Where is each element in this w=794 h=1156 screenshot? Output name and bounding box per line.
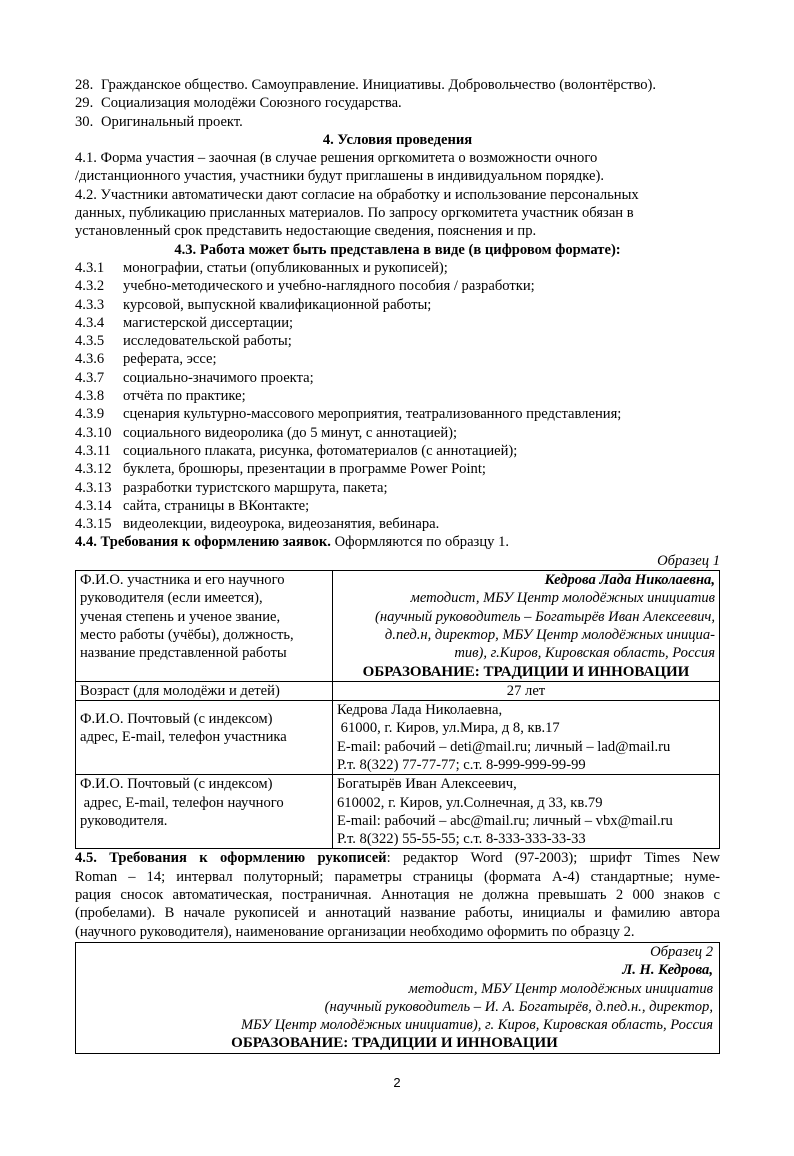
list-item: 4.3.5 исследовательской работы; [75,333,292,350]
list-item: 4.3.1 монографии, статьи (опубликованных и рукописей); [75,259,448,276]
list-item: 4.3.2 учебно-методического и учебно-наглядного пособия / разработки; [75,278,535,295]
paragraph-4-4: 4.4. Требования к оформлению заявок. Оформляются по образцу 1. [75,534,510,551]
participant-name: Кедрова Лада Николаевна, [544,572,715,589]
numbered-list [75,76,720,131]
list-item: 4.3.15 видеолекции, видеоурока, видеозанятия, вебинара. [75,516,440,533]
sample-1-label: Образец 1 [657,552,720,569]
table-cell: Возраст (для молодёжи и детей) [76,681,333,700]
section-title: 4. Условия проведения [322,131,473,148]
list-item: 4.3.11 социального плаката, рисунка, фотоматериалов (с аннотацией); [75,442,518,459]
table-cell: Ф.И.О. Почтовый (с индексом) адрес, E-mail, телефон научного руководителя. [76,775,333,849]
list-item: 4.3.13 разработки туристского маршрута, пакета; [75,479,388,496]
page-number: 2 [393,1075,401,1090]
table-cell: Кедрова Лада Николаевна, 61000, г. Киров, ул.Мира, д 8, кв.17 E-mail: рабочий – deti@mail.ru; личный – lad@mail.ru Р.т. 8(322) 77-77-77; с.т. 8-999-999-99-99 [333,701,720,775]
table-row [76,701,720,775]
document-page [75,76,720,1054]
list-item: 28. Гражданское общество. Самоуправление. Инициативы. Добровольчество (волонтёрство). [75,77,657,93]
table-row [76,775,720,849]
list-item: 4.3.3 курсовой, выпускной квалификационной работы; [75,296,432,313]
list-item: 4.3.8 отчёта по практике; [75,388,246,405]
table-cell: 27 лет [333,681,720,700]
table-row [76,571,720,682]
list-item: 4.3.14 сайта, страницы в ВКонтакте; [75,497,310,514]
list-item: 4.3.6 реферата, эссе; [75,351,217,368]
table-cell: Богатырёв Иван Алексеевич, 610002, г. Киров, ул.Солнечная, д 33, кв.79 E-mail: рабочий – abc@mail.ru; личный – vbx@mail.ru Р.т. 8(322) 55-55-55; с.т. 8-333-333-33-33 [333,775,720,849]
work-title: ОБРАЗОВАНИЕ: ТРАДИЦИИ И ИННОВАЦИИ [231,1035,558,1052]
sample-2-label: Образец 2 [650,943,713,960]
list-item: 4.3.4 магистерской диссертации; [75,314,294,331]
paragraph-4-2: 4.2. Участники автоматически дают согласие на обработку и использование персональных данных, публикацию присланных материалов. По запросу оргкомитета участник обязан в установленный срок представить недостающие сведения, пояснения и пр. [75,186,639,240]
list-item: 4.3.12 буклета, брошюры, презентации в программе Power Point; [75,461,486,478]
work-types-list [75,259,720,533]
application-form-table [75,570,720,849]
sample-2-box: Образец 2 Л. Н. Кедрова, методист, МБУ Центр молодёжных инициатив (научный руководитель – И. А. Богатырёв, д.пед.н., директор, МБУ Центр молодёжных инициатив), г. Киров, Кировская область, Россия ОБРАЗОВАНИЕ: ТРАДИЦИИ И ИННОВАЦИИ [75,942,720,1054]
list-item: 4.3.9 сценария культурно-массового мероприятия, театрализованного представления; [75,406,622,423]
list-item: 4.3.7 социально-значимого проекта; [75,369,314,386]
table-cell: Ф.И.О. Почтовый (с индексом) адрес, E-mail, телефон участника [76,701,333,775]
author-name: Л. Н. Кедрова, [622,962,713,979]
paragraph-4-1: 4.1. Форма участия – заочная (в случае решения оргкомитета о возможности очного /дистанционного участия, участники будут приглашены в индивидуальном порядке). [75,150,604,185]
table-row [76,681,720,700]
list-item: 29. Социализация молодёжи Союзного государства. [75,95,402,112]
list-item: 4.3.10 социального видеоролика (до 5 минут, с аннотацией); [75,424,458,441]
subsection-title: 4.3. Работа может быть представлена в виде (в цифровом формате): [174,241,621,258]
work-title: ОБРАЗОВАНИЕ: ТРАДИЦИИ И ИННОВАЦИИ [362,663,690,680]
list-item: 30. Оригинальный проект. [75,113,243,130]
table-cell: Кедрова Лада Николаевна, методист, МБУ Центр молодёжных инициатив (научный руководитель – Богатырёв Иван Алексеевич, д.пед.н, директор, МБУ Центр молодёжных инициа- тив), г.Киров, Кировская область, Россия ОБРАЗОВАНИЕ: ТРАДИЦИИ И ИННОВАЦИИ [333,571,720,682]
table-cell: Ф.И.О. участника и его научного руководителя (если имеется), ученая степень и ученое звание, место работы (учёбы), должность, название представленной работы [76,571,333,682]
paragraph-4-5: 4.5. Требования к оформлению рукописей: редактор Word (97-2003); шрифт Times New Roman – 14; интервал полуторный; параметры страницы (формата А-4) стандартные; нуме- рация сносок автоматическая, постраничная. Аннотация не должна превышать 2 000 знаков с (пробелами). В начале рукописей и аннотаций название работы, инициалы и фамилию автора (научного руководителя), наименование организации необходимо оформить по образцу 2. [75,850,720,940]
